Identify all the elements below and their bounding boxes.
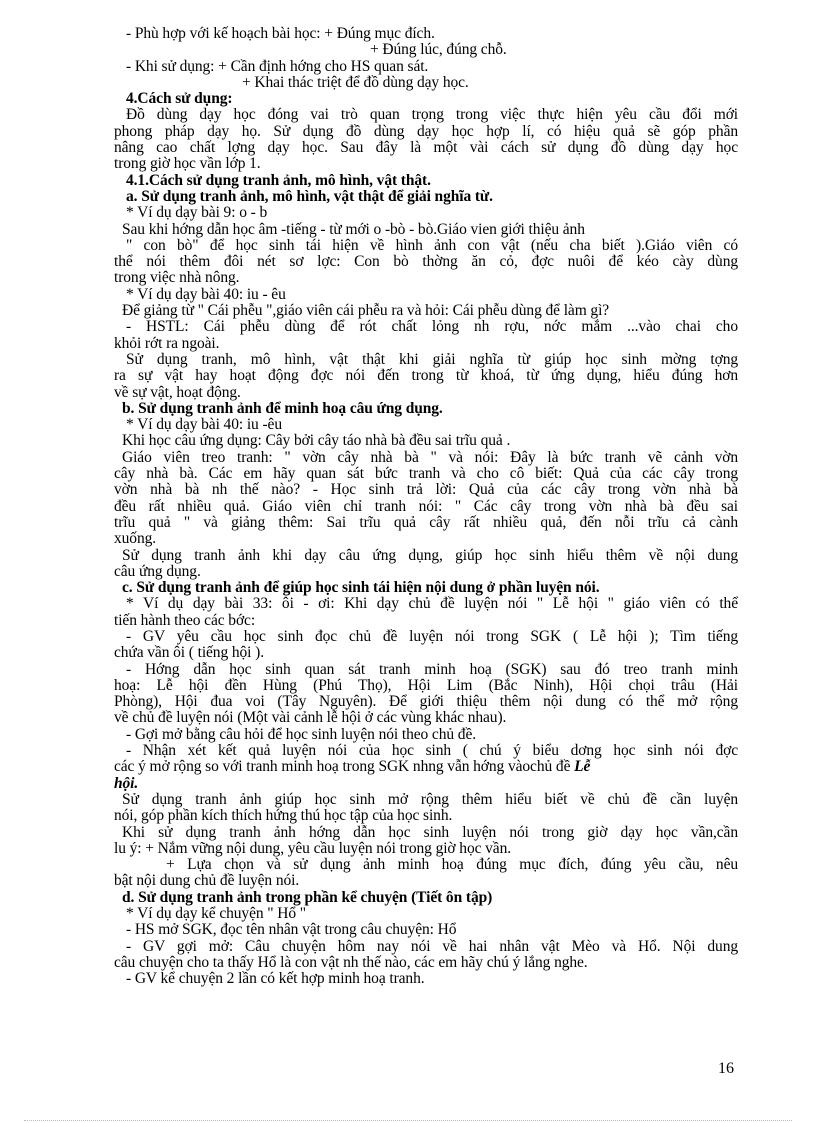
- text-line: * Ví dụ dạy bài 9: o - b: [126, 204, 268, 222]
- text-line: Để giảng từ " Cái phễu ",giáo viên cái phễu ra và hỏi: Cái phễu dùng để làm gì?: [122, 302, 610, 320]
- text-line: hoạ: Lễ hội đền Hùng (Phú Thọ), Hội Lim (Bắc Ninh), Hội chọi trâu (Hải: [114, 676, 738, 694]
- text-line: - GV gợi mở: Câu chuyện hôm nay nói về hai nhân vật Mèo và Hổ. Nội dung: [126, 937, 738, 955]
- text-line: các ý mở rộng so với tranh minh hoạ trong SGK nhng vẫn hớng vàochủ đề Lễ: [114, 758, 591, 776]
- text-line: Khi học câu ứng dụng: Cây bởi cây táo nhà bà đều sai trĩu quả .: [122, 432, 511, 450]
- text-line: c. Sử dụng tranh ảnh để giúp học sinh tái hiện nội dung ở phần luyện nói.: [122, 579, 600, 597]
- text-line: về chủ đề luyện nói (Một vài cảnh lễ hội ở các vùng khác nhau).: [114, 709, 507, 727]
- text-line: - HSTL: Cái phễu dùng để rót chất lỏng nh rợu, nớc mắm ...vào chai cho: [126, 318, 738, 336]
- text-line: b. Sử dụng tranh ảnh để minh hoạ câu ứng dụng.: [122, 399, 443, 417]
- text-line: * Ví dụ dạy kể chuyện " Hổ ": [126, 905, 307, 923]
- text-line: Phòng), Hội đua voi (Tây Nguyên). Để giới thiệu thêm nội dung có thể mở rộng: [114, 693, 738, 711]
- text-line: Giáo viên treo tranh: " vờn cây nhà bà " và nói: Đây là bức tranh vẽ cảnh vờn: [122, 448, 738, 466]
- text-line: chứa vần ôi ( tiếng hội ).: [114, 644, 264, 662]
- page-bottom-rule: [24, 1120, 792, 1121]
- text-line: trong giờ học vần lớp 1.: [114, 155, 261, 173]
- text-line: ra sự vật hay hoạt động đợc nói đến trong từ khoá, từ ứng dụng, hiểu đúng hơn: [114, 367, 738, 385]
- text-line: - HS mở SGK, đọc tên nhân vật trong câu chuyện: Hổ: [126, 921, 457, 939]
- text-line: Khi sử dụng tranh ảnh hớng dẫn học sinh luyện nói trong giờ dạy học vần,cần: [122, 823, 738, 841]
- text-line: câu chuyện cho ta thấy Hổ là con vật nh thế nào, các em hãy chú ý lắng nghe.: [114, 953, 588, 971]
- text-line: Sau khi hớng dẫn học âm -tiếng - từ mới o -bò - bò.Giáo vien giới thiệu ảnh: [122, 220, 585, 238]
- text-line: + Đúng lúc, đúng chỗ.: [370, 41, 507, 59]
- text-line: khỏi rớt ra ngoài.: [114, 334, 220, 352]
- text-line: Sử dụng tranh, mô hình, vật thật khi giải nghĩa từ giúp học sinh mờng tợng: [126, 350, 738, 368]
- text-line: hội.: [114, 774, 139, 792]
- text-line: đều rất nhiều quả. Giáo viên chỉ tranh nói: " Các cây trong vờn nhà bà đều sai: [114, 497, 738, 515]
- text-line: - Khi sử dụng: + Cần định hớng cho HS quan sát.: [126, 57, 429, 75]
- text-line: lu ý: + Nắm vững nội dung, yêu cầu luyện nói trong giờ học vần.: [114, 839, 512, 857]
- text-line: Sử dụng tranh ảnh khi dạy câu ứng dụng, giúp học sinh hiểu thêm về nội dung: [122, 546, 738, 564]
- text-line: nâng cao chất lợng dạy học. Sau đây là một vài cách sử dụng đồ dùng dạy học: [114, 139, 738, 157]
- text-line: Đồ dùng dạy học đóng vai trò quan trọng trong việc thực hiện yêu cầu đổi mới: [126, 106, 738, 124]
- text-line: a. Sử dụng tranh ảnh, mô hình, vật thật để giải nghĩa từ.: [126, 187, 493, 205]
- text-line: 4.Cách sử dụng:: [126, 90, 233, 108]
- text-line: bật nội dung chủ đề luyện nói.: [114, 872, 300, 890]
- text-line: thể nói thêm đôi nét sơ lợc: Con bò thờng ăn cỏ, đợc nuôi để kéo cày dùng: [114, 253, 738, 271]
- text-line: câu ứng dụng.: [114, 562, 201, 580]
- text-line: - Nhận xét kết quả luyện nói của học sinh ( chú ý biểu dơng học sinh nói đợc: [126, 742, 738, 760]
- text-line: trong việc nhà nông.: [114, 269, 240, 287]
- text-line: - Gợi mở bằng câu hỏi để học sinh luyện nói theo chủ đề.: [126, 725, 476, 743]
- text-line: vờn nhà bà nh thế nào? - Học sinh trả lời: Quả của các cây trong vờn nhà bà: [114, 481, 738, 499]
- text-line: trĩu quả " và giảng thêm: Sai trĩu quả cây rất nhiều quả, đến nỗi trĩu cả cành: [114, 513, 738, 531]
- text-line: phong pháp dạy họ. Sử dụng đồ dùng dạy học hợp lí, có hiệu quả sẽ góp phần: [114, 122, 738, 140]
- emphasis: Lễ: [570, 758, 591, 776]
- text-line: về sự vật, hoạt động.: [114, 383, 241, 401]
- text-line: 4.1.Cách sử dụng tranh ảnh, mô hình, vật thật.: [126, 171, 431, 189]
- text-line: nói, góp phần kích thích hứng thú học tập của học sinh.: [114, 807, 453, 825]
- text-line: + Lựa chọn và sử dụng ảnh minh hoạ đúng mục đích, đúng yêu cầu, nêu: [166, 856, 738, 874]
- text-line: - GV kể chuyện 2 lần có kết hợp minh hoạ tranh.: [126, 970, 425, 988]
- text-line: d. Sử dụng tranh ảnh trong phần kể chuyện (Tiết ôn tập): [122, 888, 493, 906]
- page-number: 16: [718, 1060, 734, 1077]
- text-line: * Ví dụ dạy bài 40: iu - êu: [126, 285, 286, 303]
- text-line: * Ví dụ dạy bài 33: ôi - ơi: Khi dạy chủ đề luyện nói " Lễ hội " giáo viên có thể: [126, 595, 738, 613]
- text-line: tiến hành theo các bớc:: [114, 611, 256, 629]
- text-line: xuống.: [114, 530, 157, 548]
- text-line: cây nhà bà. Các em hãy quan sát bức tranh và cho cô biết: Quả của các cây trong: [114, 465, 738, 483]
- text-line: + Khai thác triệt để đồ dùng dạy học.: [242, 73, 469, 91]
- text-line: - Phù hợp với kế hoạch bài học: + Đúng mục đích.: [126, 25, 435, 42]
- text-line: * Ví dụ dạy bài 40: iu -êu: [126, 416, 282, 434]
- text-line: " con bò" để học sinh tái hiện về hình ảnh con vật (nếu cha biết ).Giáo viên có: [126, 236, 738, 254]
- text-line: - GV yêu cầu học sinh đọc chủ đề luyện nói trong SGK ( Lễ hội ); Tìm tiếng: [126, 627, 738, 645]
- text-line: - Hớng dẫn học sinh quan sát tranh minh hoạ (SGK) sau đó treo tranh minh: [126, 660, 738, 678]
- document-body: [114, 26, 738, 988]
- text-line: Sử dụng tranh ảnh giúp học sinh mở rộng thêm hiểu biết về chủ đề cần luyện: [122, 790, 738, 808]
